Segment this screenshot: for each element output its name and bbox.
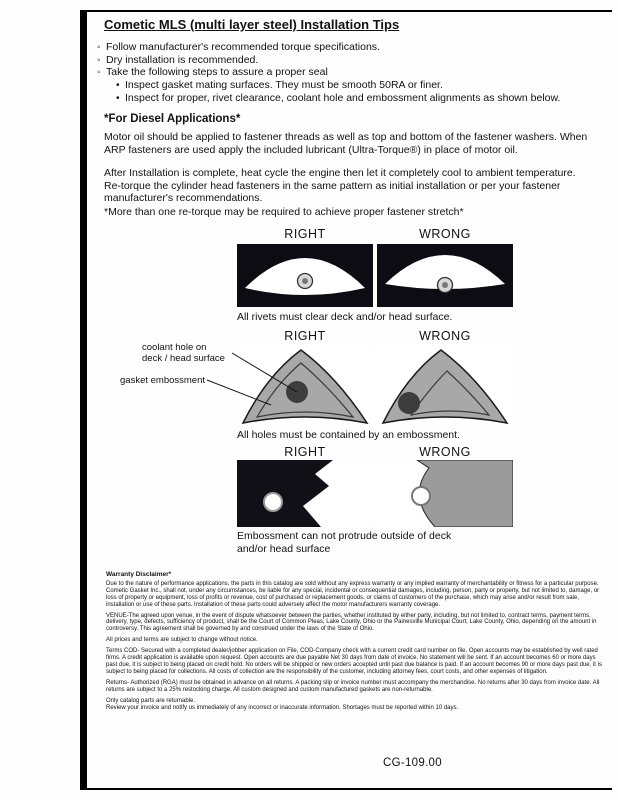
embossment-caption: All holes must be contained by an embossment. xyxy=(237,429,460,441)
rivet-right-image xyxy=(237,244,373,307)
disclaimer-paragraph: Returns- Authorized (RGA) must be obtained in advance on all returns. A packing slip or invoice number must accompany the merchandise. No returns after 30 days from invoice date. All returns are subject to a 25% restocking charge. All custom designed and custom manufactured gaskets are non-returnable. xyxy=(106,679,600,693)
protrusion-caption: Embossment can not protrude outside of deck and/or head surface xyxy=(237,530,452,555)
tip-bullet xyxy=(97,41,380,54)
diesel-paragraph-1: Motor oil should be applied to fastener threads as well as top and bottom of the fastener washers. When ARP fasteners are used apply the included lubricant (Ultra-Torque®) in place of motor oil. xyxy=(104,131,588,156)
tip-text: Dry installation is recommended. xyxy=(106,54,259,66)
embossment-wrong-diagram xyxy=(377,345,513,426)
rivet-wrong-diagram xyxy=(377,244,513,307)
rivet-wrong-image xyxy=(377,244,513,307)
right-label: RIGHT xyxy=(284,445,326,459)
embossment-right-diagram xyxy=(237,345,373,426)
open-bullet-icon: ◦ xyxy=(97,55,101,66)
callout-line: coolant hole on xyxy=(142,342,207,353)
wrong-label: WRONG xyxy=(419,445,471,459)
wrong-label: WRONG xyxy=(419,329,471,343)
right-label: RIGHT xyxy=(284,329,326,343)
wrong-label: WRONG xyxy=(419,227,471,241)
embossment-wrong-image xyxy=(377,345,513,426)
filled-bullet-icon: • xyxy=(116,93,120,104)
disclaimer-paragraph: Terms COD- Secured with a completed dealer/jobber application on File, COD-Company check with a current credit card number on file. Open accounts may be established by well rated firms. A credit application is available upon request. Open accounts are due payable Net 30 days from date of invoice. No statement will be sent. If an account becomes 60 or more days past due, it is subject to being placed on credit hold. No orders will be shipped or new orders accepted until past due balance is paid. If an account becomes 90 or more days past due, it is subject to being placed for collections. All costs of collection are the responsibility of the customer, including attorney fees, court costs, and other expenses of litigation. xyxy=(106,648,602,675)
page-code: CG-109.00 xyxy=(383,757,442,769)
filled-bullet-icon: • xyxy=(116,80,120,91)
open-bullet-icon: ◦ xyxy=(97,42,101,53)
tip-text: Take the following steps to assure a proper seal xyxy=(106,66,328,78)
callout-line: deck / head surface xyxy=(142,353,225,364)
protrusion-right-image xyxy=(237,460,373,527)
disclaimer-paragraph: All prices and terms are subject to change without notice. xyxy=(106,637,258,644)
disclaimer-paragraph: Review your invoice and notify us immediately of any incorrect or inaccurate information. Shortages must be reported within 10 days. xyxy=(106,704,459,711)
page-title: Cometic MLS (multi layer steel) Installation Tips xyxy=(104,17,400,32)
warranty-disclaimer xyxy=(106,572,602,715)
gasket-embossment-callout: gasket embossment xyxy=(120,375,206,386)
tip-sub-bullet xyxy=(116,92,560,105)
disclaimer-paragraph: Due to the nature of performance applications, the parts in this catalog are sold without any express warranty or any implied warranty of merchantability or fitness for a particular purpose. Cometic Gasket Inc., shall not, under any circumstances, be liable for any special, incidental or consequential damages, including, person, party or property, but not limited to, damage, or loss of property or equipment, loss of profits or revenue, cost of purchased or replacement goods, or claims of customers of the purchase, which may arise and/or result from sale, installation or use of these parts. Installation of these parts could adversely affect the motor manufacturers warranty coverage. xyxy=(106,580,600,608)
tip-sub-bullet xyxy=(116,79,443,92)
protrusion-wrong-diagram xyxy=(377,460,513,527)
retorque-note: *More than one re-torque may be required to achieve proper fastener stretch* xyxy=(104,206,464,218)
protrusion-right-diagram xyxy=(237,460,373,527)
diesel-paragraph-2: After Installation is complete, heat cycle the engine then let it completely cool to ambient temperature. Re-torque the cylinder head fasteners in the same pattern as initial installation or per your fastener manufacturer's recommendations. xyxy=(104,167,576,204)
warranty-disclaimer-heading: Warranty Disclaimer* xyxy=(106,571,172,578)
protrusion-wrong-image xyxy=(377,460,513,527)
diesel-applications-heading: *For Diesel Applications* xyxy=(104,113,241,125)
tip-bullet xyxy=(97,66,328,79)
tip-text: Inspect for proper, rivet clearance, coolant hole and embossment alignments as shown below. xyxy=(125,92,561,104)
coolant-hole-callout xyxy=(142,342,234,364)
rivet-caption: All rivets must clear deck and/or head surface. xyxy=(237,311,453,323)
disclaimer-paragraph: Only catalog parts are returnable. xyxy=(106,697,196,704)
embossment-right-image xyxy=(237,345,373,426)
open-bullet-icon: ◦ xyxy=(97,67,101,78)
disclaimer-paragraph: VENUE-The agreed upon venue, in the event of dispute whatsoever between the parties, whether instituted by either party, including, but not limited to, contract terms, payment terms, delivery, type, defects, sufficiency of product, shall be the Court of Common Pleas, Lake County, Ohio or the Painesville Municipal Court, Lake County, Ohio, depending on the amount in controversy. This agreement shall be governed by and construed under the laws of the State of Ohio. xyxy=(106,612,597,633)
rivet-right-diagram xyxy=(237,244,373,307)
tip-text: Inspect gasket mating surfaces. They must be smooth 50RA or finer. xyxy=(125,79,443,91)
right-label: RIGHT xyxy=(284,227,326,241)
tip-text: Follow manufacturer's recommended torque specifications. xyxy=(106,41,380,53)
